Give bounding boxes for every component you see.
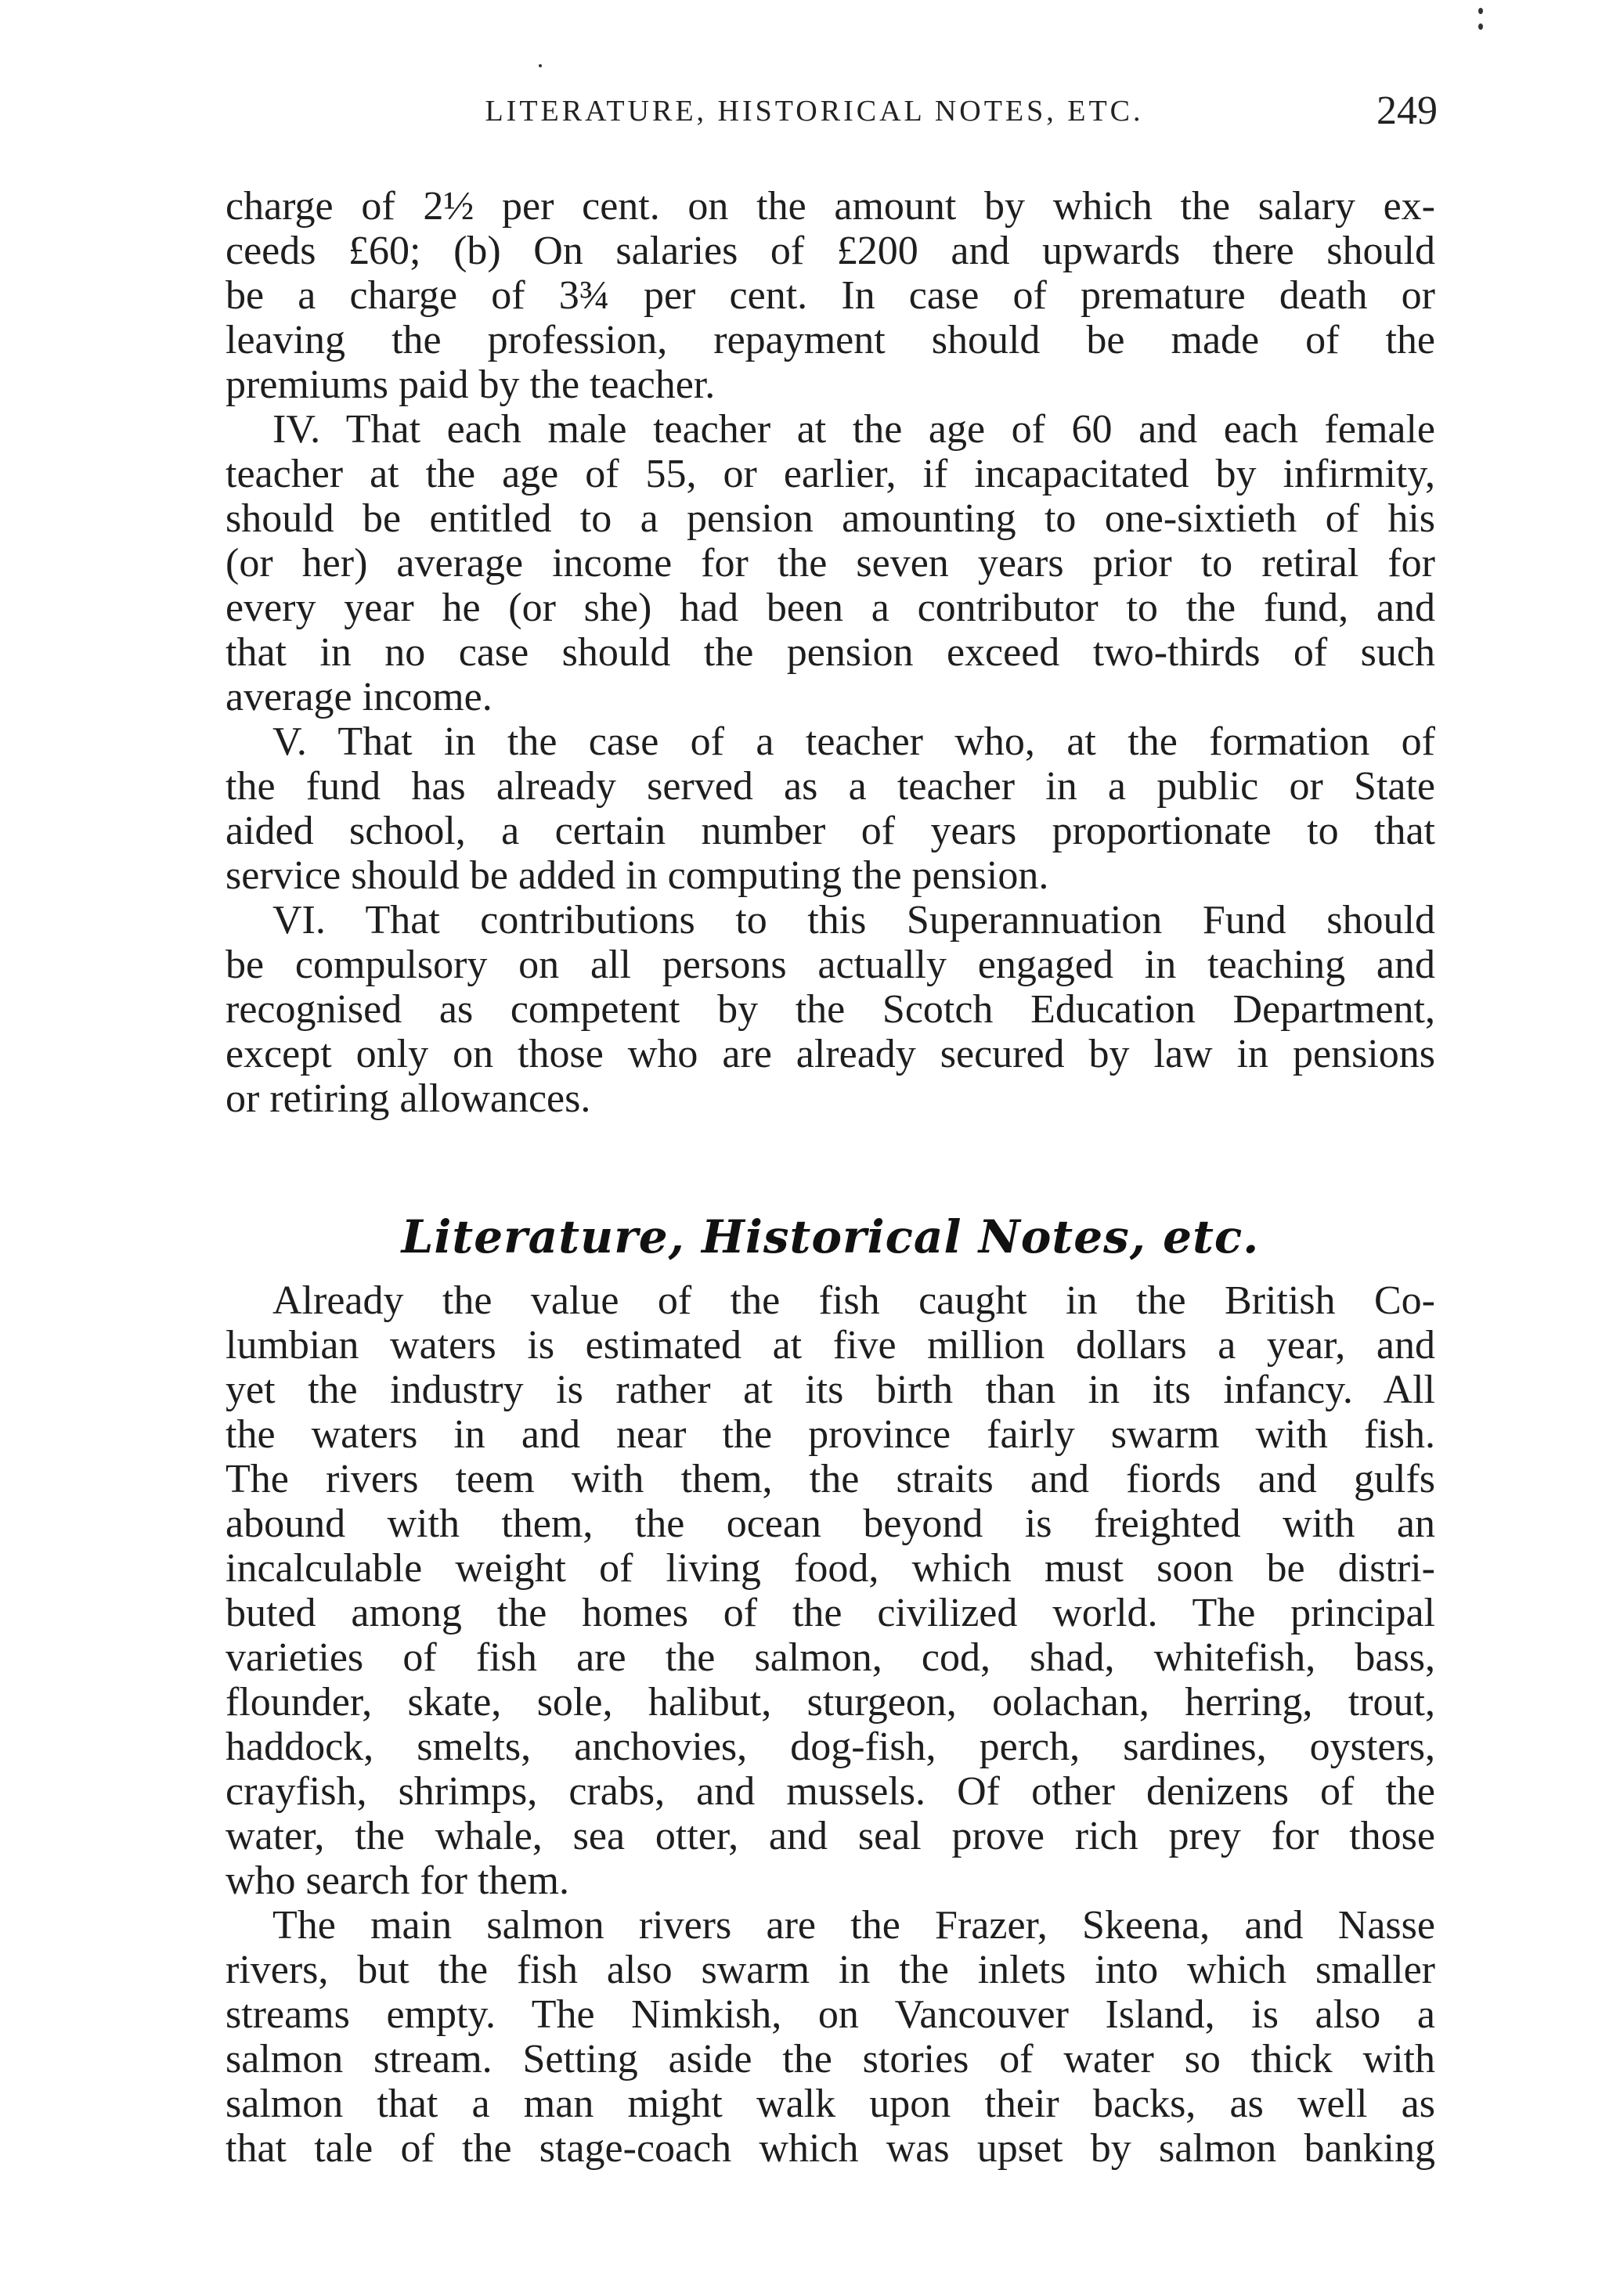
text-line: the waters in and near the province fairly swarm with fish.: [226, 1412, 1435, 1457]
print-speck: [1478, 23, 1483, 30]
running-head: LITERATURE, HISTORICAL NOTES, ETC.: [485, 95, 1144, 128]
text-line: haddock, smelts, anchovies, dog-fish, perch, sardines, oysters,: [226, 1725, 1435, 1769]
text-line: water, the whale, sea otter, and seal prove rich prey for those: [226, 1814, 1435, 1858]
paragraph-vi: [226, 898, 1435, 1121]
text-line: the fund has already served as a teacher in a public or State: [226, 764, 1435, 809]
text-line: teacher at the age of 55, or earlier, if incapacitated by infirmity,: [226, 452, 1435, 496]
text-line: every year he (or she) had been a contributor to the fund, and: [226, 586, 1435, 630]
text-line: should be entitled to a pension amounting to one-sixtieth of his: [226, 496, 1435, 541]
text-line: except only on those who are already secured by law in pensions: [226, 1032, 1435, 1076]
text-line: aided school, a certain number of years proportionate to that: [226, 809, 1435, 853]
paragraph-iv: [226, 407, 1435, 719]
paragraph-continued: [226, 184, 1435, 407]
text-line: lumbian waters is estimated at five million dollars a year, and: [226, 1323, 1435, 1368]
text-line: charge of 2½ per cent. on the amount by which the salary ex-: [226, 184, 1435, 229]
text-line: abound with them, the ocean beyond is freighted with an: [226, 1501, 1435, 1546]
print-speck: [539, 64, 542, 67]
text-line: average income.: [226, 675, 493, 719]
text-line: flounder, skate, sole, halibut, sturgeon, oolachan, herring, trout,: [226, 1680, 1435, 1725]
text-line: buted among the homes of the civilized world. The principal: [226, 1591, 1435, 1635]
text-line: who search for them.: [226, 1858, 569, 1903]
text-line: ceeds £60; (b) On salaries of £200 and upwards there should: [226, 229, 1435, 273]
text-line: streams empty. The Nimkish, on Vancouver Island, is also a: [226, 1992, 1435, 2037]
text-line: varieties of fish are the salmon, cod, shad, whitefish, bass,: [226, 1635, 1435, 1680]
text-line: be a charge of 3¾ per cent. In case of premature death or: [226, 273, 1435, 318]
text-line: incalculable weight of living food, which must soon be distri-: [226, 1546, 1435, 1591]
paragraph-salmon-rivers: [226, 1903, 1435, 2171]
text-line: salmon that a man might walk upon their backs, as well as: [226, 2082, 1435, 2126]
text-line: be compulsory on all persons actually engaged in teaching and: [226, 943, 1435, 987]
paragraph-v: [226, 719, 1435, 898]
page-header: [0, 88, 1602, 157]
text-line: salmon stream. Setting aside the stories of water so thick with: [226, 2037, 1435, 2082]
page-body: [226, 184, 1435, 2171]
section-heading: Literature, Historical Notes, etc.: [401, 1210, 1260, 1263]
print-speck: [1478, 8, 1483, 14]
text-line: crayfish, shrimps, crabs, and mussels. Of other denizens of the: [226, 1769, 1435, 1814]
text-line: that tale of the stage-coach which was upset by salmon banking: [226, 2126, 1435, 2171]
text-line: Already the value of the fish caught in the British Co-: [272, 1278, 1435, 1323]
text-line: IV. That each male teacher at the age of 60 and each female: [272, 407, 1435, 452]
text-line: service should be added in computing the pension.: [226, 853, 1049, 898]
text-line: VI. That contributions to this Superannuation Fund should: [272, 898, 1435, 943]
text-line: V. That in the case of a teacher who, at the formation of: [272, 719, 1435, 764]
text-line: or retiring allowances.: [226, 1076, 591, 1121]
page-number: 249: [1376, 88, 1438, 133]
text-line: recognised as competent by the Scotch Education Department,: [226, 987, 1435, 1032]
text-line: The rivers teem with them, the straits and fiords and gulfs: [226, 1457, 1435, 1501]
text-line: yet the industry is rather at its birth than in its infancy. All: [226, 1368, 1435, 1412]
text-line: The main salmon rivers are the Frazer, Skeena, and Nasse: [272, 1903, 1435, 1948]
paragraph-fisheries: [226, 1278, 1435, 1903]
text-line: premiums paid by the teacher.: [226, 362, 716, 407]
text-line: rivers, but the fish also swarm in the inlets into which smaller: [226, 1948, 1435, 1992]
text-line: that in no case should the pension exceed two-thirds of such: [226, 630, 1435, 675]
text-line: (or her) average income for the seven years prior to retiral for: [226, 541, 1435, 586]
text-line: leaving the profession, repayment should be made of the: [226, 318, 1435, 362]
